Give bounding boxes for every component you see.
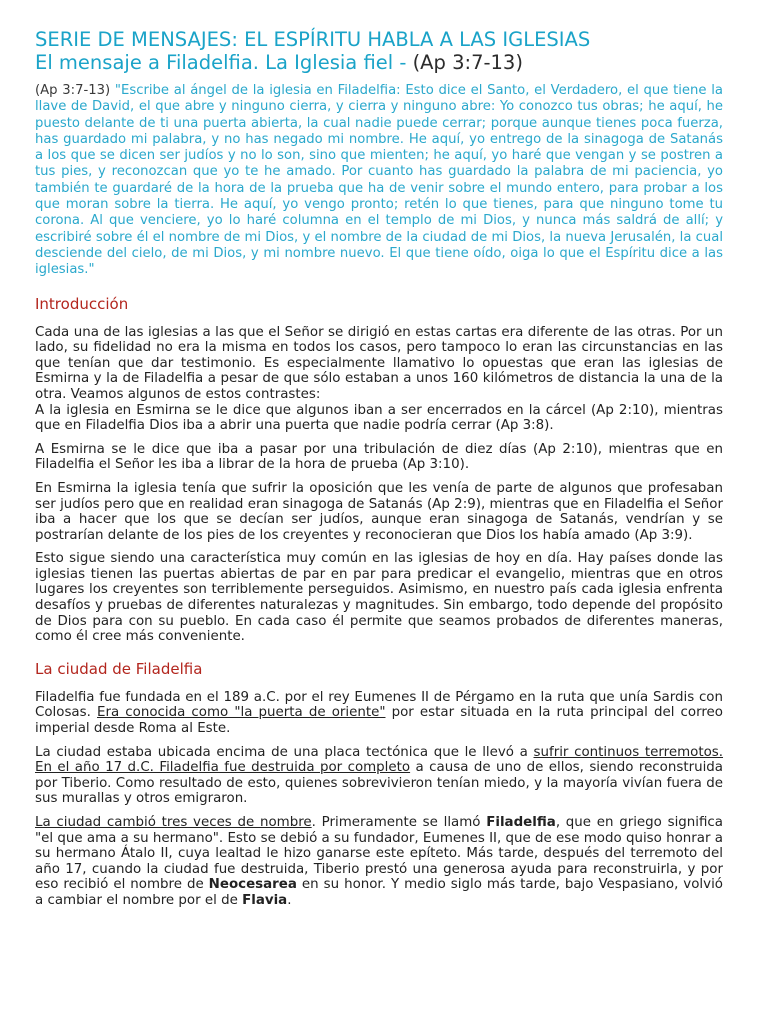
name-neocesarea: Neocesarea xyxy=(208,877,297,893)
city-paragraph-2 xyxy=(35,745,723,807)
title-line-2: El mensaje a Filadelfia. La Iglesia fiel - xyxy=(35,51,413,74)
city-p3-d: en su honor. Y medio siglo más tarde, bajo Vespasiano, volvió a cambiar el nombre por el de xyxy=(35,877,723,908)
name-filadelfia: Filadelfia xyxy=(486,815,556,830)
section-heading-ciudad: La ciudad de Filadelfia xyxy=(35,659,203,678)
intro-paragraph-3: En Esmirna la iglesia tenía que sufrir la oposición que les venía de parte de algunos que profesaban ser judíos pero que en realidad eran sinagoga de Satanás (Ap 2:9), mientras que en Filadelfia el Señor iba a hacer que los que se decían ser judíos, aunque eran sinagoga de Satanás, vendrían y se postrarían delante de los pies de los creyentes y reconocieran que Dios los había amado (Ap 3:9). xyxy=(35,480,723,543)
title-reference: (Ap 3:7-13) xyxy=(412,51,523,74)
city-p3-a: . Primeramente se llamó xyxy=(311,815,487,830)
intro-paragraph-4: Esto sigue siendo una característica muy común en las iglesias de hoy en día. Hay países donde las iglesias tienen las puertas abiertas de par en par para predicar el evangelio, mientras que en otros lugares los creyentes son terriblemente perseguidos. Asimismo, en nuestro país cada iglesia enfrenta desafíos y pruebas de diferentes naturalezas y magnitudes. Sin embargo, todo depende del propósito de Dios para con su pueblo. En cada caso él permite que seamos probados de diferentes maneras, como él cree más conveniente. xyxy=(35,551,723,645)
section-heading-introduccion: Introducción xyxy=(35,294,129,313)
scripture-passage xyxy=(35,83,723,279)
city-p1-post: por estar situada en la ruta principal del correo imperial desde Roma al Este. xyxy=(35,705,723,737)
name-flavia: Flavia xyxy=(242,892,288,908)
city-paragraph-1 xyxy=(35,690,723,737)
scripture-reference: (Ap 3:7-13) xyxy=(35,83,111,98)
city-paragraph-3 xyxy=(35,815,723,909)
intro-paragraph-1b: A la iglesia en Esmirna se le dice que algunos iban a ser encerrados en la cárcel (Ap 2:10), mientras que en Filadelfia Dios iba a abrir una puerta que nadie podría cerrar (Ap 3:8). xyxy=(35,402,723,434)
page-title xyxy=(35,28,723,74)
puerta-de-oriente-link[interactable]: Era conocida como "la puerta de oriente" xyxy=(97,705,386,721)
city-p2-pre: La ciudad estaba ubicada encima de una placa tectónica que le llevó a xyxy=(35,744,534,760)
city-p3-c: , que en griego significa "el que ama a su hermano". Esto se debió a su fundador, Eumenes II, que de ese modo quiso honrar a su hermano Átalo II, cuya lealtad le hizo ganarse este epíteto. Más tarde, después del terremoto del año 17, cuando la ciudad fue destruida, Tiberio prestó una generosa ayuda para reconstruirla, y por eso recibió el nombre de xyxy=(35,815,723,893)
city-p2-post: a causa de uno de ellos, siendo reconstruida por Tiberio. Como resultado de esto, quienes sobrevivieron tenían miedo, y la mayoría vivían fuera de sus murallas y otros emigraron. xyxy=(35,760,723,807)
title-line-1: SERIE DE MENSAJES: EL ESPÍRITU HABLA A LAS IGLESIAS xyxy=(35,28,591,51)
intro-paragraph-1a: Cada una de las iglesias a las que el Señor se dirigió en estas cartas era diferente de las otras. Por un lado, su fidelidad no era la misma en todos los casos, pero tampoco lo eran las circunstancias en las que tenían que dar testimonio. Es especialmente llamativo lo opuestas que eran las iglesias de Esmirna y la de Filadelfia a pesar de que sólo estaban a unos 160 kilómetros de distancia la una de la otra. Veamos algunos de estos contrastes: xyxy=(35,324,723,402)
city-p1-pre: Filadelfia fue fundada en el 189 a.C. por el rey Eumenes II de Pérgamo en la ruta que unía Sardis con Colosas. xyxy=(35,689,723,721)
document-page xyxy=(35,28,723,909)
intro-paragraph-2: A Esmirna se le dice que iba a pasar por una tribulación de diez días (Ap 2:10), mientras que en Filadelfia el Señor les iba a librar de la hora de prueba (Ap 3:10). xyxy=(35,441,723,473)
terremotos-link[interactable]: sufrir continuos terremotos. En el año 17 d.C. Filadelfia fue destruida por completo xyxy=(35,744,724,776)
intro-paragraph-1 xyxy=(35,325,723,434)
city-p3-e: . xyxy=(287,892,292,908)
scripture-text: "Escribe al ángel de la iglesia en Filadelfia: Esto dice el Santo, el Verdadero, el que tiene la llave de David, el que abre y ninguno cierra, y cierra y ninguno abre: Yo conozco tus obras; he aquí, he puesto delante de ti una puerta abierta, la cual nadie puede cerrar; porque aunque tienes poca fuerza, has guardado mi palabra, y no has negado mi nombre. He aquí, yo entrego de la sinagoga de Satanás a los que se dicen ser judíos y no lo son, sino que mienten; he aquí, yo haré que vengan y se postren a tus pies, y reconozcan que yo te he amado. Por cuanto has guardado la palabra de mi paciencia, yo también te guardaré de la hora de la prueba que ha de venir sobre el mundo entero, para probar a los que moran sobre la tierra. He aquí, yo vengo pronto; retén lo que tienes, para que ninguno tome tu corona. Al que venciere, yo lo haré columna en el templo de mi Dios, y nunca más saldrá de allí; y escribiré sobre él el nombre de mi Dios, y el nombre de la ciudad de mi Dios, la nueva Jerusalén, la cual desciende del cielo, de mi Dios, y mi nombre nuevo. El que tiene oído, oiga lo que el Espíritu dice a las iglesias." xyxy=(35,83,723,278)
cambio-de-nombre-link[interactable]: La ciudad cambió tres veces de nombre xyxy=(35,815,312,830)
